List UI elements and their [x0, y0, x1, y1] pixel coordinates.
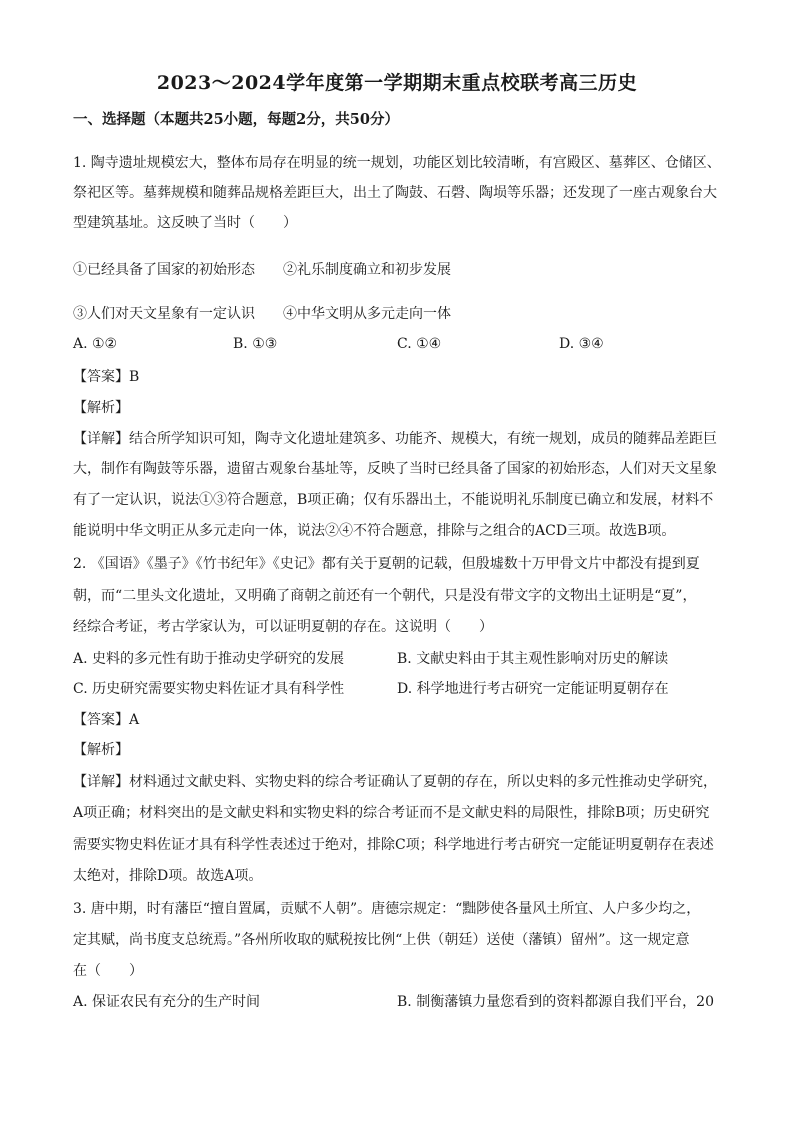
q2-detail-line-3: 需要实物史料佐证才具有科学性表述过于绝对，排除C项；科学地进行考古研究一定能证明夏朝存在表述 — [73, 837, 714, 853]
section-heading: 一、选择题（本题共25小题，每题2分，共50分） — [73, 111, 399, 128]
q1-item-line-1: ①已经具备了国家的初始形态 ②礼乐制度确立和初步发展 — [73, 262, 451, 278]
q3-option-b: B. 制衡藩镇力量您看到的资料都源自我们平台，20 — [397, 994, 715, 1010]
q1-option-c: C. ①④ — [397, 336, 442, 352]
q1-stem-line-2: 祭祀区等。墓葬规模和随葬品规格差距巨大，出土了陶鼓、石磬、陶埙等乐器；还发现了一座古观象台大 — [73, 185, 717, 201]
q2-stem-line-2: 朝，而“二里头文化遗址，又明确了商朝之前还有一个朝代，只是没有带文字的文物出土证明是“夏”， — [73, 588, 697, 604]
q3-stem-line-1: 3. 唐中期，时有藩臣“擅自置属，贡赋不人朝”。唐德宗规定：“黜陟使各量风土所宜、人户多少均之， — [73, 901, 701, 917]
q2-answer: 【答案】A — [73, 712, 140, 728]
q3-stem-line-3: 在（ ） — [73, 963, 143, 979]
q2-option-b: B. 文献史料由于其主观性影响对历史的解读 — [397, 651, 669, 667]
q2-option-a: A. 史料的多元性有助于推动史学研究的发展 — [73, 651, 345, 667]
q1-detail-line-4: 能说明中华文明正从多元走向一体，说法②④不符合题意，排除与之组合的ACD三项。故选B项。 — [73, 523, 676, 539]
q1-option-a: A. ①② — [73, 336, 118, 352]
q1-option-b: B. ①③ — [233, 336, 278, 352]
q1-analysis-label: 【解析】 — [73, 400, 129, 416]
q2-analysis-label: 【解析】 — [73, 742, 129, 758]
page-title: 2023～2024学年度第一学期期末重点校联考高三历史 — [156, 72, 638, 94]
q2-stem-line-3: 经综合考证，考古学家认为，可以证明夏朝的存在。这说明（ ） — [73, 619, 493, 635]
q2-detail-line-1: 【详解】材料通过文献史料、实物史料的综合考证确认了夏朝的存在，所以史料的多元性推动史学研究， — [73, 774, 717, 790]
q1-stem-line-3: 型建筑基址。这反映了当时（ ） — [73, 215, 297, 231]
q1-item-line-2: ③人们对天文星象有一定认识 ④中华文明从多元走向一体 — [73, 306, 451, 322]
q1-detail-line-3: 有了一定认识，说法①③符合题意，B项正确；仅有乐器出土，不能说明礼乐制度已确立和发展，材料不 — [73, 492, 714, 508]
q3-option-a: A. 保证农民有充分的生产时间 — [73, 994, 261, 1010]
q1-detail-line-1: 【详解】结合所学知识可知，陶寺文化遗址建筑多、功能齐、规模大，有统一规划，成员的随葬品差距巨 — [73, 431, 717, 447]
q3-stem-line-2: 定其赋，尚书度支总统焉。”各州所收取的赋税按比例“上供（朝廷）送使（藩镇）留州”。这一规定意 — [73, 932, 690, 948]
q2-detail-line-2: A项正确；材料突出的是文献史料和实物史料的综合考证而不是文献史料的局限性，排除B项；历史研究 — [73, 805, 710, 821]
q1-stem-line-1: 1. 陶寺遗址规模宏大，整体布局存在明显的统一规划，功能区划比较清晰，有宫殿区、墓葬区、仓储区、 — [73, 155, 721, 171]
q1-detail-line-2: 大，制作有陶鼓等乐器，遗留古观象台基址等，反映了当时已经具备了国家的初始形态，人们对天文星象 — [73, 461, 717, 477]
q1-answer: 【答案】B — [73, 369, 140, 385]
q2-option-c: C. 历史研究需要实物史料佐证才具有科学性 — [73, 681, 345, 697]
q1-option-d: D. ③④ — [559, 336, 604, 352]
q2-detail-line-4: 太绝对，排除D项。故选A项。 — [73, 868, 263, 884]
q2-stem-line-1: 2. 《国语》《墨子》《竹书纪年》《史记》都有关于夏朝的记载，但殷墟数十万甲骨文片中都没有提到夏 — [73, 556, 700, 572]
q2-option-d: D. 科学地进行考古研究一定能证明夏朝存在 — [397, 681, 669, 697]
